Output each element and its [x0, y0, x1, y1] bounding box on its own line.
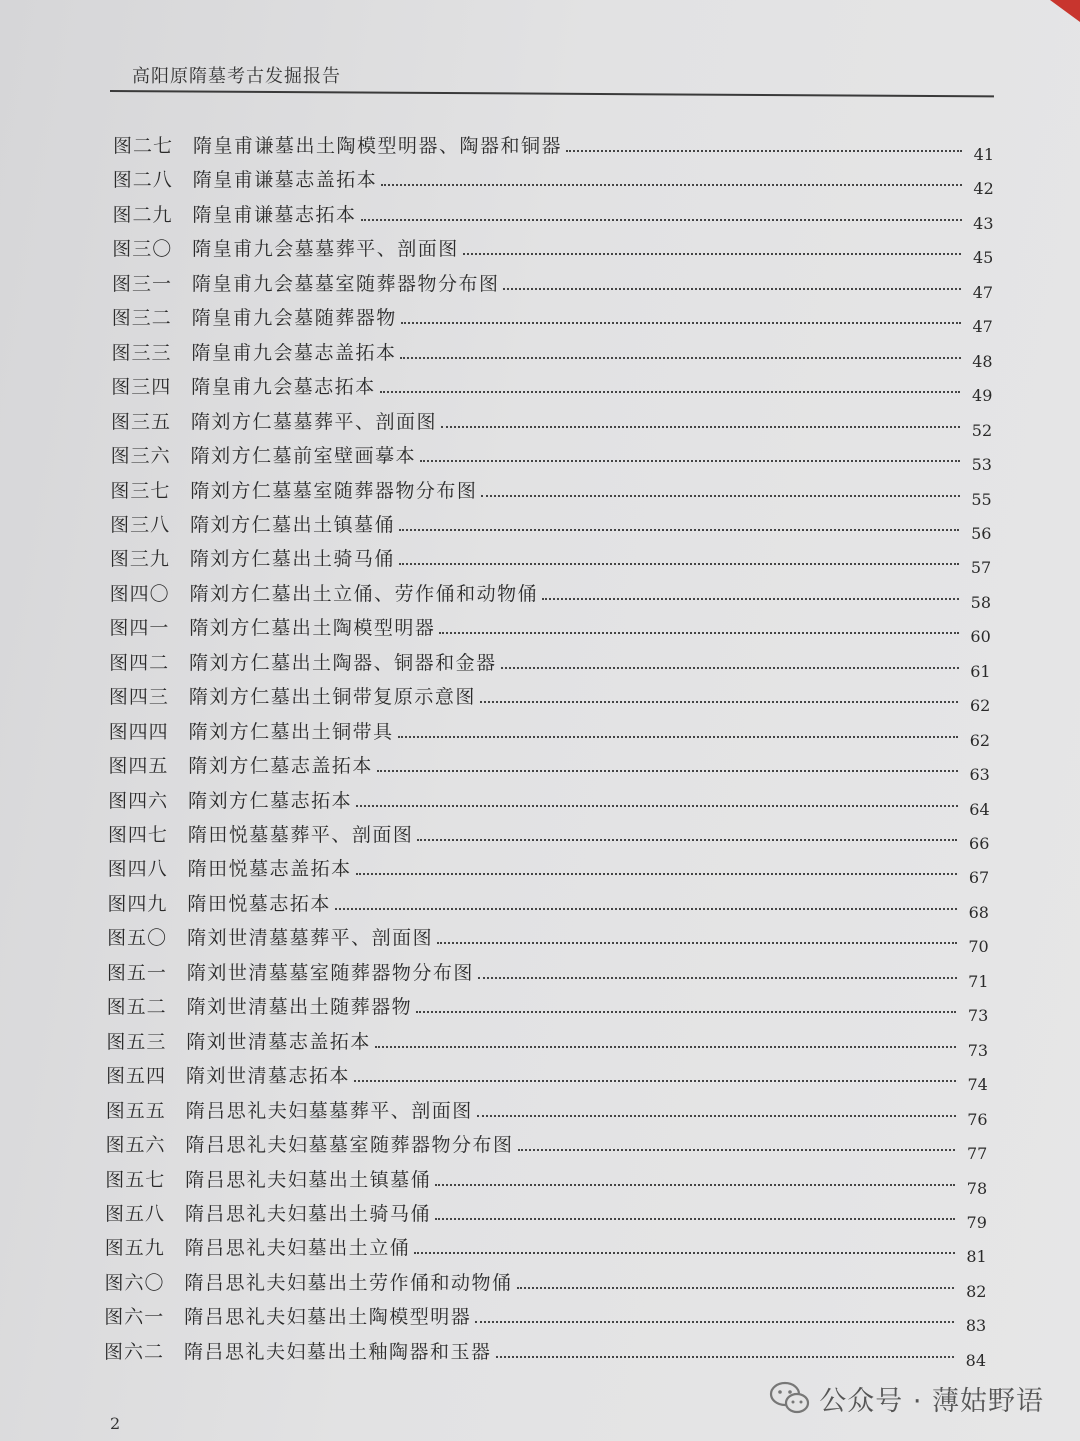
dot-leader [496, 1356, 954, 1358]
figure-number: 图五五 [105, 1099, 166, 1122]
figure-number: 图五三 [106, 1030, 167, 1053]
dot-leader [399, 563, 959, 565]
figure-number: 图四七 [107, 824, 168, 846]
figure-title: 隋刘世清墓出土随葬器物 [186, 996, 413, 1019]
page-number: 52 [971, 420, 993, 440]
page-number: 58 [970, 592, 992, 612]
figure-title: 隋吕思礼夫妇墓墓葬平、剖面图 [185, 1099, 473, 1122]
figure-number: 图三八 [110, 513, 171, 536]
toc-entry [112, 231, 994, 268]
page-number: 62 [969, 730, 991, 750]
dot-leader [475, 1321, 954, 1323]
figure-title: 隋皇甫九会墓志拓本 [191, 376, 376, 399]
dot-leader [400, 357, 960, 359]
page-number: 60 [970, 627, 991, 647]
figure-number: 图二八 [112, 169, 173, 192]
toc-entry [106, 955, 989, 991]
figure-number: 图二九 [112, 203, 173, 226]
dot-leader [437, 942, 957, 944]
figure-number: 图二七 [113, 135, 174, 157]
toc-entry [107, 851, 990, 888]
page-number: 77 [967, 1144, 988, 1164]
toc-entry [104, 1299, 987, 1336]
toc-entry [104, 1334, 986, 1370]
figure-title: 隋刘世清墓志盖拓本 [186, 1030, 371, 1053]
dot-leader [517, 1287, 955, 1289]
toc-entry [107, 817, 990, 853]
toc-entry [107, 920, 989, 957]
figure-number: 图四一 [109, 617, 170, 640]
figure-number: 图五二 [106, 996, 167, 1019]
page-number: 49 [972, 386, 993, 406]
dot-leader [518, 1149, 956, 1151]
figure-title: 隋田悦墓志盖拓本 [187, 858, 352, 881]
dot-leader [377, 770, 958, 772]
page-number: 66 [969, 834, 990, 853]
figure-number: 图四五 [108, 755, 169, 778]
dot-leader [380, 391, 961, 393]
dot-leader [399, 529, 959, 531]
figure-number: 图三二 [111, 307, 172, 330]
figure-title: 隋刘方仁墓墓室随葬器物分布图 [190, 479, 478, 502]
toc-entry [108, 783, 990, 819]
toc-entry [104, 1265, 987, 1301]
figure-title: 隋吕思礼夫妇墓出土立俑 [184, 1237, 411, 1260]
figure-title: 隋刘世清墓志拓本 [186, 1065, 351, 1088]
figure-number: 图四六 [108, 789, 169, 812]
toc-entry [111, 266, 994, 302]
figure-title: 隋皇甫九会墓墓室随葬器物分布图 [191, 272, 500, 295]
toc-entry [113, 128, 994, 164]
page-number: 71 [968, 971, 989, 991]
figure-number: 图五六 [105, 1134, 166, 1157]
dot-leader [354, 1080, 956, 1082]
toc-entry [111, 369, 993, 406]
toc-entry [111, 300, 993, 337]
figure-title: 隋刘方仁墓出土镇墓俑 [190, 513, 396, 536]
figure-number: 图六二 [104, 1340, 165, 1363]
figure-title: 隋刘方仁墓志拓本 [188, 789, 353, 812]
dot-leader [463, 253, 962, 255]
figure-title: 隋刘方仁墓出土铜带复原示意图 [188, 686, 476, 709]
dot-leader [417, 839, 957, 841]
figure-number: 图三六 [110, 445, 171, 468]
page-number: 67 [968, 868, 990, 888]
figure-title: 隋吕思礼夫妇墓出土骑马俑 [185, 1202, 432, 1225]
toc-entry [109, 610, 991, 647]
page-number: 47 [972, 282, 994, 302]
figure-number: 图四九 [107, 892, 168, 915]
toc-entry [108, 748, 990, 785]
watermark-text: 公众号 · 薄姑野语 [819, 1385, 1044, 1417]
toc-entry [107, 886, 989, 922]
figure-title: 隋吕思礼夫妇墓墓室随葬器物分布图 [185, 1134, 514, 1157]
dot-leader [361, 219, 962, 221]
dot-leader [439, 632, 958, 634]
figure-title: 隋刘方仁墓出土陶器、铜器和金器 [189, 651, 497, 674]
toc-entry [110, 438, 992, 475]
page-number: 73 [967, 1006, 989, 1026]
page-number: 78 [966, 1178, 988, 1198]
dot-leader [401, 322, 961, 324]
figure-title: 隋刘方仁墓墓葬平、剖面图 [190, 410, 437, 433]
figure-title: 隋吕思礼夫妇墓出土釉陶器和玉器 [184, 1340, 492, 1363]
figure-number: 图三五 [110, 410, 171, 433]
page-number: 45 [972, 248, 994, 268]
page-number: 41 [973, 145, 994, 164]
figure-number: 图四三 [108, 686, 169, 709]
toc-entry [106, 1024, 989, 1060]
figure-number: 图五七 [105, 1168, 166, 1191]
toc-entry [110, 404, 993, 440]
figure-number: 图三〇 [112, 238, 173, 261]
running-head: 高阳原隋墓考古发掘报告 [132, 66, 341, 87]
dot-leader [542, 598, 959, 600]
figure-title: 隋吕思礼夫妇墓出土劳作俑和动物俑 [184, 1271, 513, 1294]
figure-number: 图四二 [109, 651, 170, 674]
figure-title: 隋刘方仁墓出土铜带具 [188, 720, 394, 743]
figure-title: 隋田悦墓墓葬平、剖面图 [187, 824, 414, 846]
page-number: 76 [967, 1109, 988, 1129]
page-number: 63 [969, 765, 990, 785]
figure-number: 图五一 [106, 961, 167, 984]
toc-entry [111, 335, 993, 371]
toc-entry [110, 507, 992, 543]
dot-leader [503, 288, 961, 290]
page-number: 48 [972, 351, 993, 371]
figure-title: 隋刘方仁墓出土陶模型明器 [189, 617, 436, 640]
dot-leader [420, 460, 960, 462]
toc-entry [112, 162, 994, 199]
page-number: 47 [972, 317, 993, 337]
figure-title: 隋田悦墓志拓本 [187, 892, 331, 915]
toc-entry [110, 473, 992, 509]
figure-title: 隋皇甫谦墓出土陶模型明器、陶器和铜器 [193, 135, 563, 157]
toc-entry [104, 1230, 987, 1267]
page-number: 79 [966, 1212, 987, 1232]
figure-number: 图五四 [106, 1065, 167, 1088]
figure-number: 图四四 [108, 720, 169, 743]
figure-title: 隋皇甫九会墓志盖拓本 [191, 341, 397, 364]
page-number: 61 [970, 661, 991, 681]
figure-title: 隋皇甫九会墓墓葬平、剖面图 [192, 238, 459, 261]
toc-entry [105, 1093, 988, 1129]
dot-leader [356, 805, 958, 807]
watermark [769, 1378, 1044, 1418]
toc-entry [105, 1127, 988, 1164]
figure-number: 图三九 [109, 548, 170, 571]
page-number: 55 [971, 489, 992, 509]
figure-title: 隋刘方仁墓前室壁画摹本 [190, 445, 417, 468]
page-number: 62 [969, 696, 991, 716]
dot-leader [398, 736, 958, 738]
figure-title: 隋皇甫九会墓随葬器物 [191, 307, 397, 330]
dot-leader [375, 1046, 956, 1048]
dot-leader [435, 1184, 955, 1186]
figure-number: 图三四 [111, 376, 172, 399]
dot-leader [480, 701, 958, 703]
dot-leader [566, 150, 962, 152]
toc-entry [112, 197, 994, 233]
page-number: 64 [969, 799, 990, 819]
toc-entry [105, 1162, 988, 1198]
figure-number: 图三七 [110, 479, 171, 502]
page-number: 81 [966, 1247, 987, 1267]
page-number: 74 [967, 1075, 988, 1095]
figure-title: 隋刘世清墓墓葬平、剖面图 [187, 927, 434, 950]
figure-title: 隋刘方仁墓出土骑马俑 [189, 548, 395, 571]
page-number: 56 [971, 523, 992, 543]
dot-leader [477, 1115, 956, 1117]
page-number: 42 [973, 179, 994, 199]
figure-title: 隋刘世清墓墓室随葬器物分布图 [186, 961, 474, 984]
figure-number: 图四〇 [109, 582, 170, 605]
page-number: 57 [970, 558, 992, 578]
figure-number: 图三一 [111, 272, 172, 295]
toc-entry [109, 645, 991, 681]
dot-leader [414, 1252, 954, 1254]
figure-title: 隋刘方仁墓志盖拓本 [188, 755, 373, 778]
page-number: 84 [965, 1350, 986, 1370]
dot-leader [501, 667, 959, 669]
dot-leader [356, 873, 958, 875]
figure-title: 隋吕思礼夫妇墓出土镇墓俑 [185, 1168, 432, 1191]
figure-number: 图六一 [104, 1306, 165, 1329]
figure-title: 隋皇甫谦墓志拓本 [192, 203, 357, 226]
figure-number: 图五〇 [107, 927, 168, 950]
dot-leader [481, 495, 959, 497]
wechat-icon [769, 1380, 811, 1416]
dot-leader [435, 1218, 955, 1220]
dot-leader [416, 1011, 956, 1013]
dot-leader [478, 977, 957, 979]
page-number: 53 [971, 455, 992, 475]
dot-leader [381, 184, 962, 186]
toc-entry [106, 989, 989, 1026]
toc-entry [109, 541, 992, 578]
figure-title: 隋皇甫谦墓志盖拓本 [192, 169, 378, 192]
figure-number: 图六〇 [104, 1271, 165, 1294]
figure-title: 隋刘方仁墓出土立俑、劳作俑和动物俑 [189, 582, 539, 605]
figure-title: 隋吕思礼夫妇墓出土陶模型明器 [184, 1306, 472, 1329]
figure-number: 图五八 [105, 1202, 166, 1225]
page-number: 68 [968, 902, 989, 922]
figure-number: 图五九 [104, 1237, 165, 1260]
toc-entry [105, 1196, 987, 1232]
figure-number: 图三三 [111, 341, 172, 364]
page-number: 82 [966, 1281, 987, 1301]
page-number: 83 [965, 1316, 987, 1336]
toc-entry [108, 679, 991, 716]
dot-leader [441, 426, 960, 428]
page-number: 43 [973, 213, 994, 233]
page-number: 73 [967, 1040, 989, 1060]
toc-entry [109, 576, 992, 612]
figure-number: 图四八 [107, 858, 168, 881]
toc-entry [106, 1058, 988, 1095]
page-folio: 2 [110, 1414, 121, 1433]
dot-leader [335, 908, 957, 910]
toc-entry [108, 714, 991, 750]
page-number: 70 [968, 937, 989, 957]
